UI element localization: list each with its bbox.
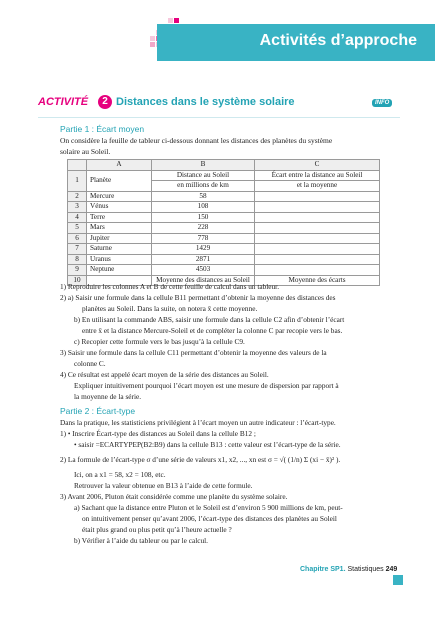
intro-line: solaire au Soleil. [60,146,111,156]
question-line: b) En utilisant la commande ABS, saisir une formule dans la cellule C2 afin d’obtenir l’écart [74,315,345,324]
question-line: Ici, on a x1 = 58, x2 = 108, etc. [74,470,166,479]
question-line: b) Vérifier à l’aide du tableur ou par le calcul. [74,536,208,545]
table-cell [255,191,380,202]
table-cell: et la moyenne [255,181,380,192]
table-row [68,265,380,276]
question-line: était plus grand ou plus petit qu’à l’heure actuelle ? [82,525,232,534]
table-cell: 2871 [152,254,255,265]
column-header: B [152,160,255,171]
table-cell [255,254,380,265]
row-number: 1 [68,170,87,191]
table-cell: Uranus [87,254,152,265]
table-cell: 4503 [152,265,255,276]
table-cell: Moyenne des distances au Soleil [152,275,255,286]
table-cell: Mars [87,223,152,234]
table-cell: Moyenne des écarts [255,275,380,286]
question-line: a) Sachant que la distance entre Pluton et le Soleil est d’environ 5 900 millions de km, peut- [74,503,343,512]
activity-title: Distances dans le système solaire [116,96,295,108]
table-cell: en millions de km [152,181,255,192]
table-cell: Distance au Soleil [152,170,255,181]
table-row [68,170,380,181]
table-row [68,212,380,223]
table-row [68,233,380,244]
part1-title: Partie 1 : Écart moyen [60,124,145,134]
footer-section: Statistiques [347,566,384,573]
question-line: planètes au Soleil. Dans la suite, on notera x̄ cette moyenne. [82,304,258,313]
question-line: entre x̄ et la distance Mercure-Soleil et de compléter la colonne C par recopie vers le bas. [82,326,343,335]
question-line: • saisir =ECARTYPEP(B2:B9) dans la cellule B13 : cette valeur est l’écart-type de la série. [74,440,341,449]
question-line: Expliquer intuitivement pourquoi l’écart moyen est une mesure de dispersion par rapport à [74,381,339,390]
question-line: colonne C. [74,359,106,368]
table-cell [255,265,380,276]
corner-cell [68,160,87,171]
table-cell: 150 [152,212,255,223]
part1-intro [60,136,360,157]
column-header: C [255,160,380,171]
question-line: 1) • Inscrire Écart-type des distances au Soleil dans la cellule B12 ; [60,429,256,438]
question-line: 3) Avant 2006, Pluton était considérée comme une planète du système solaire. [60,492,288,501]
table-cell [255,212,380,223]
table-row [68,223,380,234]
table-cell: 228 [152,223,255,234]
table-cell [255,223,380,234]
table-cell: Mercure [87,191,152,202]
intro-line: On considère la feuille de tableur ci-dessous donnant les distances des planètes du système [60,136,333,145]
column-header-row [68,160,380,171]
table-cell: Jupiter [87,233,152,244]
table-cell: 58 [152,191,255,202]
question-line: 3) Saisir une formule dans la cellule C11 permettant d’obtenir la moyenne des valeurs de la [60,348,327,357]
page-footer [300,566,397,573]
info-badge: INFO [372,99,392,107]
footer-square [393,575,403,585]
row-number: 3 [68,202,87,213]
row-number: 5 [68,223,87,234]
question-line: 4) Ce résultat est appelé écart moyen de la série des distances au Soleil. [60,370,269,379]
table-cell: Terre [87,212,152,223]
row-number: 7 [68,244,87,255]
question-line: Retrouver la valeur obtenue en B13 à l’aide de cette formule. [74,481,253,490]
question-line: 1) Reproduire les colonnes A et B de cette feuille de calcul dans un tableur. [60,282,280,291]
table-cell: Planète [87,170,152,191]
page-title: Activités d’approche [259,32,417,49]
table-row [68,244,380,255]
table-cell: 778 [152,233,255,244]
page-number: 249 [385,566,398,573]
row-number: 10 [68,275,87,286]
row-number: 4 [68,212,87,223]
activity-label: ACTIVITÉ [38,96,89,108]
row-number: 2 [68,191,87,202]
table-cell: Saturne [87,244,152,255]
table-cell: Vénus [87,202,152,213]
table-row [68,202,380,213]
table-cell: Neptune [87,265,152,276]
table-cell [255,244,380,255]
row-number: 8 [68,254,87,265]
table-cell: 108 [152,202,255,213]
table-row [68,191,380,202]
table-row [68,254,380,265]
part2-intro: Dans la pratique, les statisticiens privilégient à l’écart moyen un autre indicateur : l’écart-type. [60,418,336,427]
activity-number: 2 [98,95,112,109]
column-header: A [87,160,152,171]
question-line: la moyenne de la série. [74,392,142,401]
table-cell: Écart entre la distance au Soleil [255,170,380,181]
row-number: 6 [68,233,87,244]
table-cell [255,202,380,213]
footer-chapter: Chapitre SP1. [300,566,346,573]
table-cell: 1429 [152,244,255,255]
question-line: c) Recopier cette formule vers le bas jusqu’à la cellule C9. [74,337,245,346]
divider [38,117,400,118]
question-line: 2) La formule de l’écart-type σ d’une série de valeurs x1, x2, ..., xn est σ = √( (1/n) Σ (xi − x̄)² ). [60,455,341,464]
spreadsheet-table [67,159,380,286]
part2-title: Partie 2 : Écart-type [60,406,136,416]
question-line: 2) a) Saisir une formule dans la cellule B11 permettant d’obtenir la moyenne des distances des [60,293,336,302]
question-line: on intuitivement penser qu’avant 2006, l’écart-type des distances des planètes au Soleil [82,514,337,523]
header-band [157,24,435,61]
row-number: 9 [68,265,87,276]
table-cell [255,233,380,244]
